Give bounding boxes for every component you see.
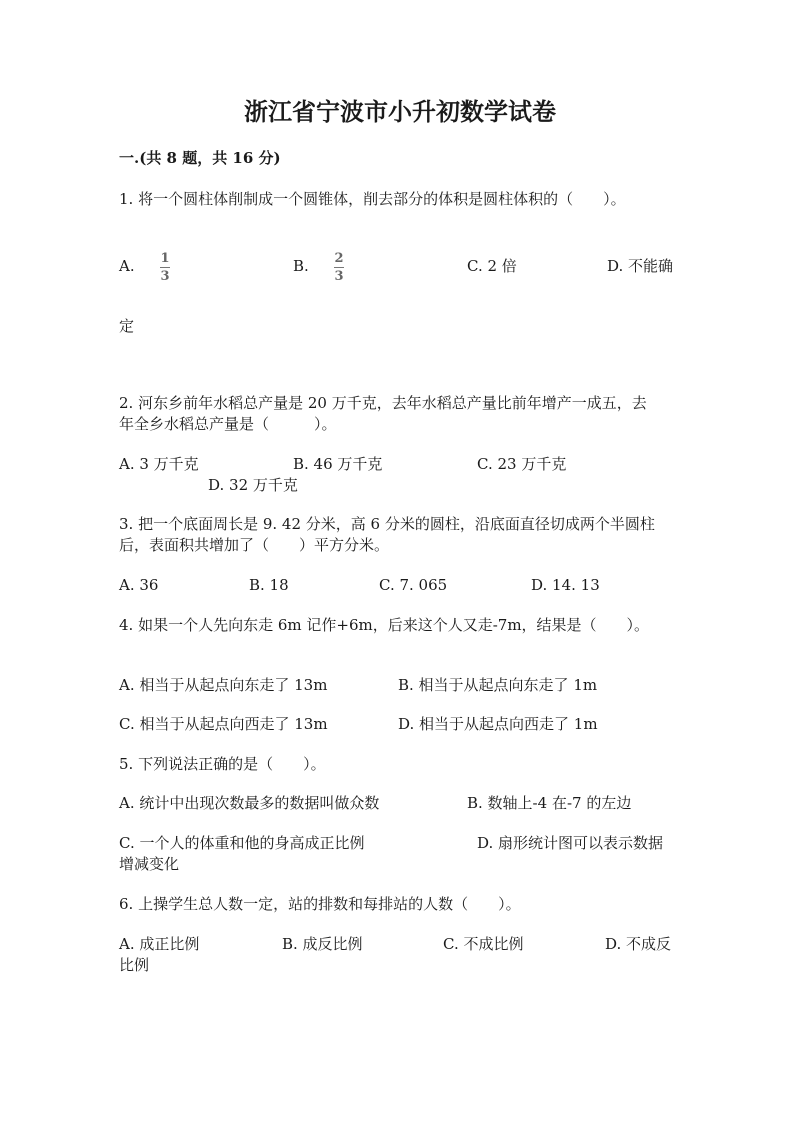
question-5-option-c: C. 一个人的体重和他的身高成正比例 xyxy=(119,834,365,852)
question-3-stem-line-1: 3. 把一个底面周长是 9. 42 分米，高 6 分米的圆柱，沿底面直径切成两个半圆柱 xyxy=(119,515,655,533)
fraction-numerator: 2 xyxy=(334,251,344,266)
question-4-option-a: A. 相当于从起点向东走了 13m xyxy=(119,676,328,694)
question-4-option-c: C. 相当于从起点向西走了 13m xyxy=(119,715,328,733)
question-5-stem: 5. 下列说法正确的是（ ）。 xyxy=(119,755,326,773)
question-3-stem-line-2: 后，表面积共增加了（ ）平方分米。 xyxy=(119,536,390,554)
question-3-option-c: C. 7. 065 xyxy=(379,576,448,594)
section-header: 一.(共 8 题，共 16 分) xyxy=(119,149,281,167)
question-1-option-a-fraction xyxy=(160,252,170,283)
fraction-bar xyxy=(160,267,170,268)
question-6-stem: 6. 上操学生总人数一定，站的排数和每排站的人数（ ）。 xyxy=(119,895,521,913)
question-2-stem-line-1: 2. 河东乡前年水稻总产量是 20 万千克，去年水稻总产量比前年增产一成五，去 xyxy=(119,394,647,412)
question-3-option-d: D. 14. 13 xyxy=(531,576,600,594)
question-6-option-c: C. 不成比例 xyxy=(443,935,524,953)
question-1-option-b-fraction xyxy=(334,252,344,283)
question-4-option-b: B. 相当于从起点向东走了 1m xyxy=(398,676,598,694)
fraction-denominator: 3 xyxy=(334,269,344,284)
question-5-option-b: B. 数轴上-4 在-7 的左边 xyxy=(467,794,632,812)
question-5-option-d-wrap: 增减变化 xyxy=(119,855,180,873)
question-3-option-a: A. 36 xyxy=(119,576,159,594)
question-2-stem-line-2: 年全乡水稻总产量是（ ）。 xyxy=(119,415,337,433)
question-5-option-a: A. 统计中出现次数最多的数据叫做众数 xyxy=(119,794,380,812)
question-2-option-a: A. 3 万千克 xyxy=(119,455,199,473)
question-1-stem: 1. 将一个圆柱体削制成一个圆锥体，削去部分的体积是圆柱体积的（ ）。 xyxy=(119,190,626,208)
question-3-option-b: B. 18 xyxy=(249,576,289,594)
question-6-option-d: D. 不成反 xyxy=(605,935,672,953)
question-4-option-d: D. 相当于从起点向西走了 1m xyxy=(398,715,598,733)
question-1-option-b-letter: B. xyxy=(293,257,309,275)
question-2-option-d: D. 32 万千克 xyxy=(208,476,298,494)
question-6-option-b: B. 成反比例 xyxy=(282,935,363,953)
fraction-bar xyxy=(334,267,344,268)
question-5-option-d: D. 扇形统计图可以表示数据 xyxy=(477,834,664,852)
question-4-stem: 4. 如果一个人先向东走 6m 记作+6m，后来这个人又走-7m，结果是（ ）。 xyxy=(119,616,650,634)
fraction-denominator: 3 xyxy=(160,269,170,284)
fraction-numerator: 1 xyxy=(160,251,170,266)
question-2-option-b: B. 46 万千克 xyxy=(293,455,383,473)
question-1-option-d-wrap: 定 xyxy=(119,317,135,335)
question-2-option-c: C. 23 万千克 xyxy=(477,455,567,473)
question-1-option-a-letter: A. xyxy=(119,257,135,275)
question-6-option-a: A. 成正比例 xyxy=(119,935,200,953)
question-6-option-d-wrap: 比例 xyxy=(119,956,150,974)
question-1-option-d: D. 不能确 xyxy=(607,257,674,275)
page-title: 浙江省宁波市小升初数学试卷 xyxy=(244,97,556,126)
question-1-option-c: C. 2 倍 xyxy=(467,257,517,275)
